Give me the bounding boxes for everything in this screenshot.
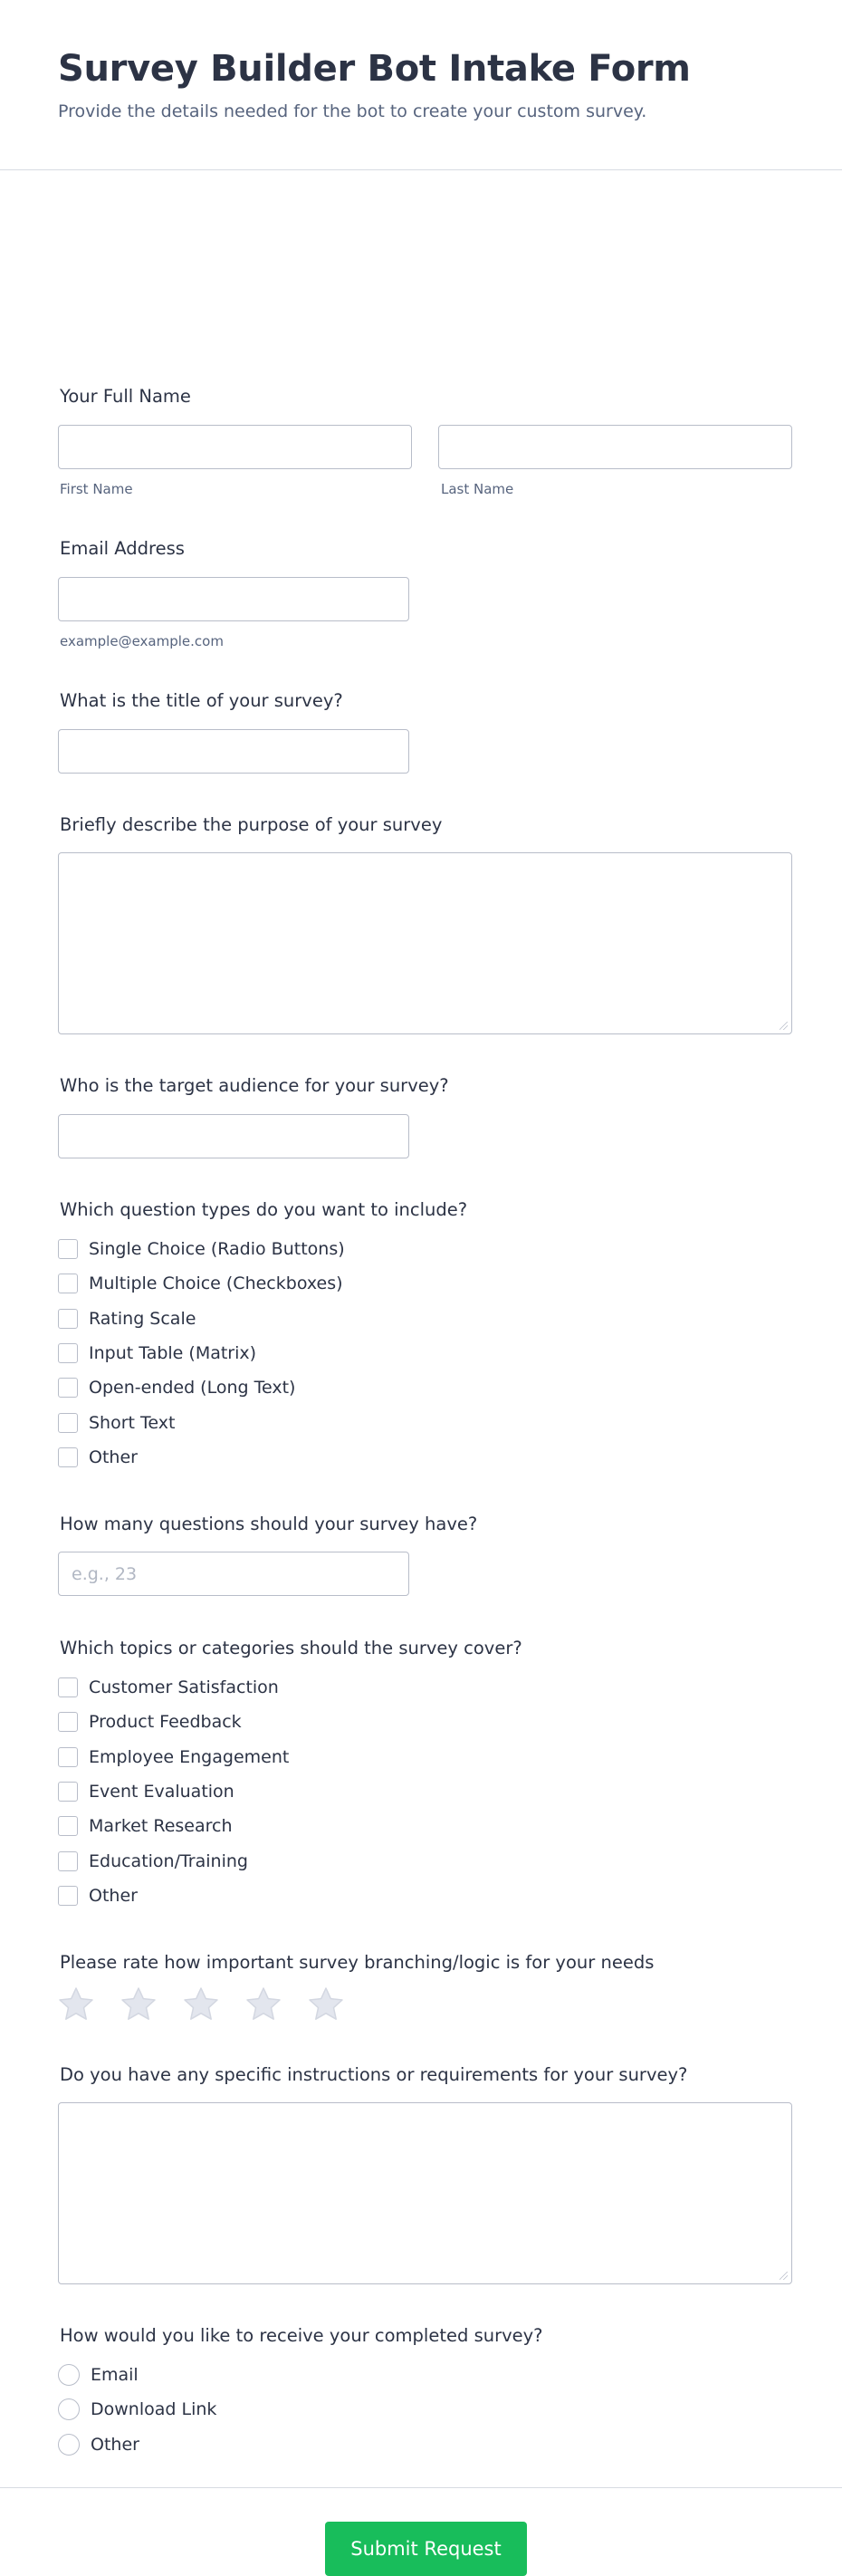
first-name-sublabel: First Name (60, 481, 133, 497)
email-label: Email Address (60, 538, 185, 559)
option-label: Employee Engagement (89, 1747, 290, 1767)
audience-input[interactable] (59, 1115, 408, 1158)
checkbox[interactable] (58, 1447, 78, 1467)
option-label: Market Research (89, 1816, 233, 1836)
option-label: Education/Training (89, 1851, 248, 1871)
option-label: Product Feedback (89, 1712, 242, 1732)
topic-option[interactable] (58, 1676, 279, 1699)
question-type-option[interactable] (58, 1272, 343, 1295)
last-name-input[interactable] (439, 426, 791, 468)
first-name-field-box (58, 425, 412, 469)
instructions-textarea[interactable] (59, 2103, 791, 2283)
checkbox[interactable] (58, 1343, 78, 1363)
checkbox[interactable] (58, 1886, 78, 1906)
delivery-option[interactable] (58, 2433, 139, 2456)
question-type-option[interactable] (58, 1237, 345, 1261)
star-icon[interactable] (245, 1986, 282, 2023)
form-header (0, 0, 842, 170)
last-name-field-box (438, 425, 792, 469)
question-type-option[interactable] (58, 1446, 138, 1469)
form-title: Survey Builder Bot Intake Form (58, 48, 691, 90)
star-icon[interactable] (120, 1986, 157, 2023)
radio-button[interactable] (58, 2434, 80, 2456)
option-label: Other (89, 1447, 138, 1467)
survey-title-label: What is the title of your survey? (60, 690, 343, 711)
star-icon[interactable] (58, 1986, 94, 2023)
option-label: Multiple Choice (Checkboxes) (89, 1274, 343, 1293)
question-type-option[interactable] (58, 1341, 256, 1365)
question-count-field-box (58, 1552, 409, 1596)
star-icon[interactable] (308, 1986, 344, 2023)
checkbox[interactable] (58, 1712, 78, 1732)
checkbox[interactable] (58, 1851, 78, 1871)
checkbox[interactable] (58, 1239, 78, 1259)
checkbox[interactable] (58, 1677, 78, 1697)
instructions-label: Do you have any specific instructions or requirements for your survey? (60, 2064, 688, 2085)
checkbox[interactable] (58, 1816, 78, 1836)
option-label: Single Choice (Radio Buttons) (89, 1239, 345, 1259)
topics-label: Which topics or categories should the survey cover? (60, 1638, 522, 1658)
option-label: Event Evaluation (89, 1782, 234, 1802)
topic-option[interactable] (58, 1710, 242, 1734)
purpose-textarea-box (58, 852, 792, 1034)
email-field-box (58, 577, 409, 621)
question-type-option[interactable] (58, 1411, 175, 1435)
radio-button[interactable] (58, 2398, 80, 2420)
question-type-option[interactable] (58, 1376, 295, 1399)
footer-divider (0, 2487, 842, 2488)
checkbox[interactable] (58, 1747, 78, 1767)
branching-rating-label: Please rate how important survey branching/logic is for your needs (60, 1952, 655, 1973)
option-label: Email (91, 2365, 139, 2385)
topic-option[interactable] (58, 1884, 138, 1908)
audience-label: Who is the target audience for your survey? (60, 1075, 449, 1096)
question-type-option[interactable] (58, 1307, 196, 1331)
checkbox[interactable] (58, 1782, 78, 1802)
option-label: Rating Scale (89, 1309, 196, 1329)
submit-button[interactable]: Submit Request (325, 2522, 527, 2576)
question-count-label: How many questions should your survey have? (60, 1514, 478, 1534)
topic-option[interactable] (58, 1745, 289, 1769)
instructions-textarea-box (58, 2102, 792, 2284)
topic-option[interactable] (58, 1850, 248, 1873)
question-count-input[interactable] (59, 1552, 408, 1595)
option-label: Input Table (Matrix) (89, 1343, 257, 1363)
first-name-input[interactable] (59, 426, 411, 468)
email-sublabel: example@example.com (60, 633, 224, 649)
option-label: Customer Satisfaction (89, 1677, 279, 1697)
survey-title-field-box (58, 729, 409, 774)
topic-option[interactable] (58, 1780, 234, 1803)
last-name-sublabel: Last Name (441, 481, 514, 497)
delivery-option[interactable] (58, 2363, 139, 2387)
checkbox[interactable] (58, 1413, 78, 1433)
checkbox[interactable] (58, 1309, 78, 1329)
delivery-option[interactable] (58, 2398, 216, 2421)
resize-grip-icon[interactable] (780, 2272, 788, 2280)
topic-option[interactable] (58, 1814, 233, 1838)
survey-title-input[interactable] (59, 730, 408, 773)
delivery-label: How would you like to receive your completed survey? (60, 2325, 543, 2346)
option-label: Open-ended (Long Text) (89, 1378, 296, 1398)
radio-button[interactable] (58, 2364, 80, 2386)
option-label: Download Link (91, 2399, 217, 2419)
email-input[interactable] (59, 578, 408, 620)
option-label: Short Text (89, 1413, 176, 1433)
resize-grip-icon[interactable] (780, 1022, 788, 1030)
star-icon[interactable] (183, 1986, 219, 2023)
checkbox[interactable] (58, 1378, 78, 1398)
full-name-label: Your Full Name (60, 386, 191, 407)
purpose-textarea[interactable] (59, 853, 791, 1033)
question-types-label: Which question types do you want to include? (60, 1199, 468, 1220)
form-subtitle: Provide the details needed for the bot to create your custom survey. (58, 101, 647, 121)
option-label: Other (89, 1886, 138, 1906)
purpose-label: Briefly describe the purpose of your survey (60, 814, 443, 835)
audience-field-box (58, 1114, 409, 1158)
option-label: Other (91, 2435, 139, 2455)
star-rating (58, 1986, 370, 2023)
checkbox[interactable] (58, 1274, 78, 1293)
